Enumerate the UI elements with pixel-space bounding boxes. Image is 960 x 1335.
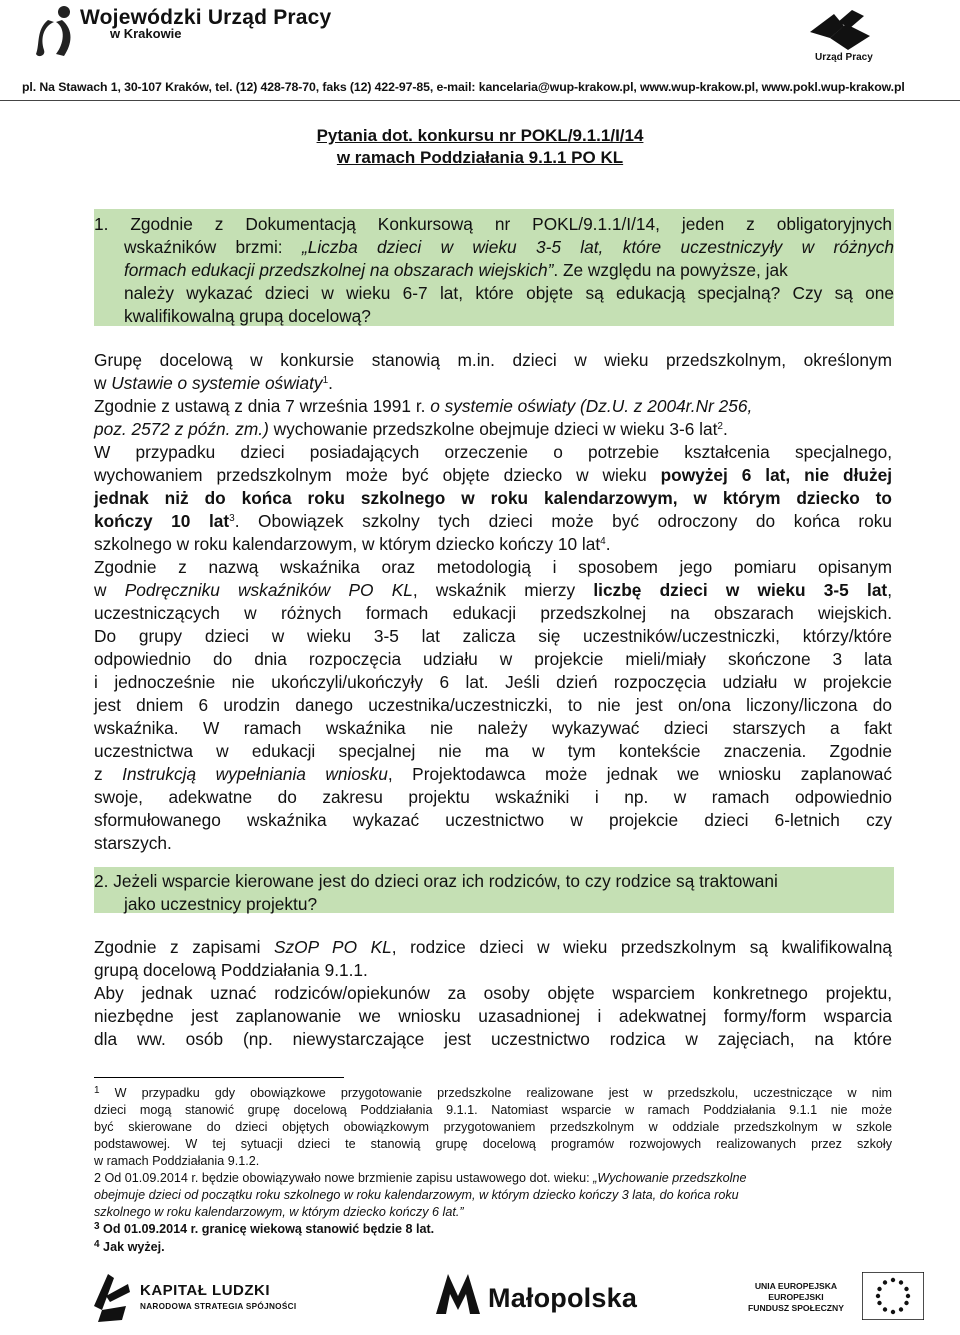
a1-emphasis: kończy 10 lat <box>94 511 230 531</box>
q2-line: 2. Jeżeli wsparcie kierowane jest do dzieci oraz ich rodziców, to czy rodzice są traktowani <box>94 871 778 891</box>
a1-line: Grupę docelową w konkursie stanowią m.in. dzieci w wieku przedszkolnym, określonym <box>94 350 892 370</box>
a1-line <box>94 418 892 441</box>
footnote-2 <box>94 1170 892 1187</box>
footnote-text: W przypadku gdy obowiązkowe przygotowanie przedszkolne realizowane jest w przedszkolu, uczestniczące w nim <box>99 1086 892 1100</box>
wup-city: w Krakowie <box>110 26 182 41</box>
a1-line: W przypadku dzieci posiadających orzeczenie o potrzebie kształcenia specjalnego, <box>94 442 892 462</box>
footnote-number: 1 <box>94 1085 100 1096</box>
footnote-3 <box>94 1221 892 1238</box>
footnote-1: podstawowej. W tej sytuacji dzieci te stanowią grupę docelową programów rozwojowych realizowanych przez szkoły <box>94 1137 892 1151</box>
a1-line <box>94 464 892 487</box>
footnote-2: szkolnego w roku kalendarzowym, w którym dziecko kończy 6 lat.” <box>94 1205 464 1219</box>
footnote-1: być skierowane do dzieci objętych obowiązkowym przygotowaniem przedszkolnym w oddziale przedszkolnym w szkole <box>94 1120 892 1134</box>
a1-line <box>94 579 892 602</box>
q1-line <box>124 259 894 282</box>
kapital-ludzki-logo-icon <box>88 1266 134 1324</box>
q2-line: jako uczestnicy projektu? <box>124 894 318 914</box>
a1-line <box>94 395 892 418</box>
footnote-divider <box>94 1077 344 1078</box>
a1-doc-name: Podręczniku wskaźników PO KL <box>124 580 413 600</box>
a1-line: i jednocześnie nie ukończyli/ukończyły 6 lat. Jeśli dzień rozpoczęcia udziału w projekcie <box>94 672 892 692</box>
a1-law-name: poz. 2572 z późn. zm.) <box>94 419 269 439</box>
a1-line: jednak niż do końca roku szkolnego w roku kalendarzowym, w którym dziecko to <box>94 488 892 508</box>
malopolska-logo-icon <box>432 1270 484 1318</box>
footnote-text: Od 01.09.2014 r. granicę wiekową stanowić będzie 8 lat. <box>99 1222 435 1236</box>
a1-line <box>94 763 892 786</box>
footnote-number: 3 <box>94 1221 100 1232</box>
a2-text: , rodzice dzieci w wieku przedszkolnym są kwalifikowalną <box>391 937 892 957</box>
a1-text: wychowanie przedszkolne obejmuje dzieci w wieku 3-6 lat <box>268 419 718 439</box>
a1-text: wychowaniem przedszkolnym może być objęte dziecko w wieku <box>94 465 661 485</box>
a2-line: niezbędne jest zaplanowanie we wniosku uzasadnionej i adekwatnej formy/form wsparcia <box>94 1006 892 1026</box>
a1-line: jest dniem 6 urodzin danego uczestnika/uczestniczki, to nie jest on/ona liczony/liczona do <box>94 695 892 715</box>
footnote-1 <box>94 1085 892 1102</box>
a2-text: Zgodnie z zapisami <box>94 937 274 957</box>
a1-line: sformułowanego wskaźnika wykazać uczestnictwo w projekcie dzieci 6-letnich czy <box>94 810 892 830</box>
a1-law-name: o systemie oświaty (Dz.U. z 2004r.Nr 256, <box>430 396 753 416</box>
a1-text: , wskaźnik mierzy <box>412 580 594 600</box>
a1-line <box>94 510 892 533</box>
q1-text: 1. Zgodnie z Dokumentacją Konkursową nr POKL/9.1.1/I/14, jeden z obligatoryjnych <box>94 214 892 234</box>
a1-text: . <box>605 534 611 554</box>
footnote-text: 2 Od 01.09.2014 r. będzie obowiązywało nowe brzmienie zapisu ustawowego dot. wieku: <box>94 1171 594 1185</box>
eu-label-line: FUNDUSZ SPOŁECZNY <box>748 1303 844 1313</box>
a1-line <box>94 372 892 395</box>
a1-line: swoje, adekwatne do zakresu projektu wskaźniki i np. w ramach odpowiednio <box>94 787 892 807</box>
a1-doc-name: Instrukcją wypełniania wniosku <box>122 764 388 784</box>
a1-text: , Projektodawca może jednak we wniosku zaplanować <box>387 764 892 784</box>
a1-line: uczestniczących w różnych formach edukacji przedszkolnej na obszarach wiejskich. <box>94 603 892 623</box>
page-title-line1: Pytania dot. konkursu nr POKL/9.1.1/I/14 <box>316 126 644 145</box>
q1-indicator-name: „Liczba dzieci w wieku 3-5 lat, które uczestniczyły w różnych <box>301 237 895 257</box>
footnote-quote: „Wychowanie przedszkolne <box>593 1171 747 1185</box>
a1-text: w <box>94 373 112 393</box>
wup-name: Wojewódzki Urząd Pracy <box>80 6 332 29</box>
footnote-ref[interactable]: 2 <box>717 421 723 432</box>
malopolska-title: Małopolska <box>488 1283 638 1313</box>
a1-emphasis: powyżej 6 lat, nie dłużej <box>660 465 893 485</box>
eu-fund-label <box>736 1281 856 1314</box>
a1-line: Zgodnie z nazwą wskaźnika oraz metodologią i sposobem jego pomiaru opisanym <box>94 557 892 577</box>
footnote-1: w ramach Poddziałania 9.1.2. <box>94 1154 260 1168</box>
a1-text: . <box>722 419 728 439</box>
q1-text: wskaźników brzmi: <box>124 237 302 257</box>
a1-line: wskaźnika. W ramach wskaźnika nie należy wykazywać dzieci starszych a fakt <box>94 718 892 738</box>
q1-line <box>94 213 892 236</box>
a2-line: Aby jednak uznać rodziców/opiekunów za osoby objęte wsparciem konkretnego projektu, <box>94 983 892 1003</box>
a2-line: grupą docelową Poddziałania 9.1.1. <box>94 960 368 980</box>
a1-text: szkolnego w roku kalendarzowym, w którym dziecko kończy 10 lat <box>94 534 601 554</box>
footnote-number: 4 <box>94 1239 100 1250</box>
a2-line <box>94 936 892 959</box>
kapital-ludzki-title: KAPITAŁ LUDZKI <box>140 1282 271 1299</box>
kapital-ludzki-subtitle: NARODOWA STRATEGIA SPÓJNOŚCI <box>140 1302 297 1311</box>
a1-emphasis: liczbę dzieci w wieku 3-5 lat <box>593 580 888 600</box>
q1-line: należy wykazać dzieci w wieku 6-7 lat, które objęte są edukacją specjalną? Czy są one <box>124 283 894 303</box>
eu-label-line: UNIA EUROPEJSKA <box>754 1281 838 1291</box>
a2-line: dla ww. osób (np. niewystarczające jest uczestnictwo rodzica w zajęciach, na które <box>94 1029 892 1049</box>
footnote-4 <box>94 1239 892 1256</box>
page-title-line2: w ramach Poddziałania 9.1.1 PO KL <box>336 148 624 167</box>
footnote-1: dzieci mogą stanowić grupę docelową Poddziałania 9.1.1. Natomiast wsparcie w ramach Poddziałania 9.1.1 nie może <box>94 1103 892 1117</box>
a1-text: Zgodnie z ustawą z dnia 7 września 1991 r. <box>94 396 431 416</box>
up-logo-icon <box>800 4 880 54</box>
a1-text: . Obowiązek szkolny tych dzieci może być odroczony do końca roku <box>234 511 893 531</box>
q1-text: . Ze względu na powyższe, jak <box>553 260 788 280</box>
up-label: Urząd Pracy <box>815 52 873 63</box>
a1-text: . <box>328 373 333 393</box>
footnote-ref[interactable]: 1 <box>322 375 329 386</box>
footnote-ref[interactable]: 4 <box>600 536 606 547</box>
a1-text: w <box>94 580 125 600</box>
footnote-2: obejmuje dzieci od początku roku szkolnego w roku kalendarzowym, w którym dziecko kończy 3 lata, do końca roku <box>94 1188 739 1202</box>
a1-line: uczestnictwa w edukacji specjalnej nie ma w tym kontekście znaczenia. Zgodnie <box>94 741 892 761</box>
wup-logo-icon <box>34 4 78 62</box>
q1-line: kwalifikowalną grupą docelową? <box>124 306 371 326</box>
a1-law-name: Ustawie o systemie oświaty <box>111 373 323 393</box>
contact-address: pl. Na Stawach 1, 30-107 Kraków, tel. (12) 428-78-70, faks (12) 422-97-85, e-mail: kancelaria@wup-krakow.pl, www.wup-krakow.pl, www.pokl.wup-krakow.pl <box>22 80 905 94</box>
q1-line <box>124 236 894 259</box>
a1-text: z <box>94 764 123 784</box>
a1-line: starszych. <box>94 833 172 853</box>
footnote-ref[interactable]: 3 <box>229 513 235 524</box>
eu-label-line: EUROPEJSKI <box>768 1292 824 1302</box>
a1-line: Do grupy dzieci w wieku 3-5 lat zalicza się uczestników/uczestniczki, którzy/które <box>94 626 892 646</box>
q1-indicator-name: formach edukacji przedszkolnej na obszarach wiejskich” <box>124 260 554 280</box>
footnote-text: Jak wyżej. <box>99 1240 165 1254</box>
a1-line: odpowiednio do dnia rozpoczęcia udziału w projekcie mieli/miały skończone 3 lata <box>94 649 892 669</box>
a1-line <box>94 533 892 556</box>
header-divider <box>0 100 960 101</box>
eu-flag-icon <box>862 1272 924 1320</box>
a1-text: , <box>887 580 892 600</box>
a2-doc-name: SzOP PO KL <box>273 937 392 957</box>
